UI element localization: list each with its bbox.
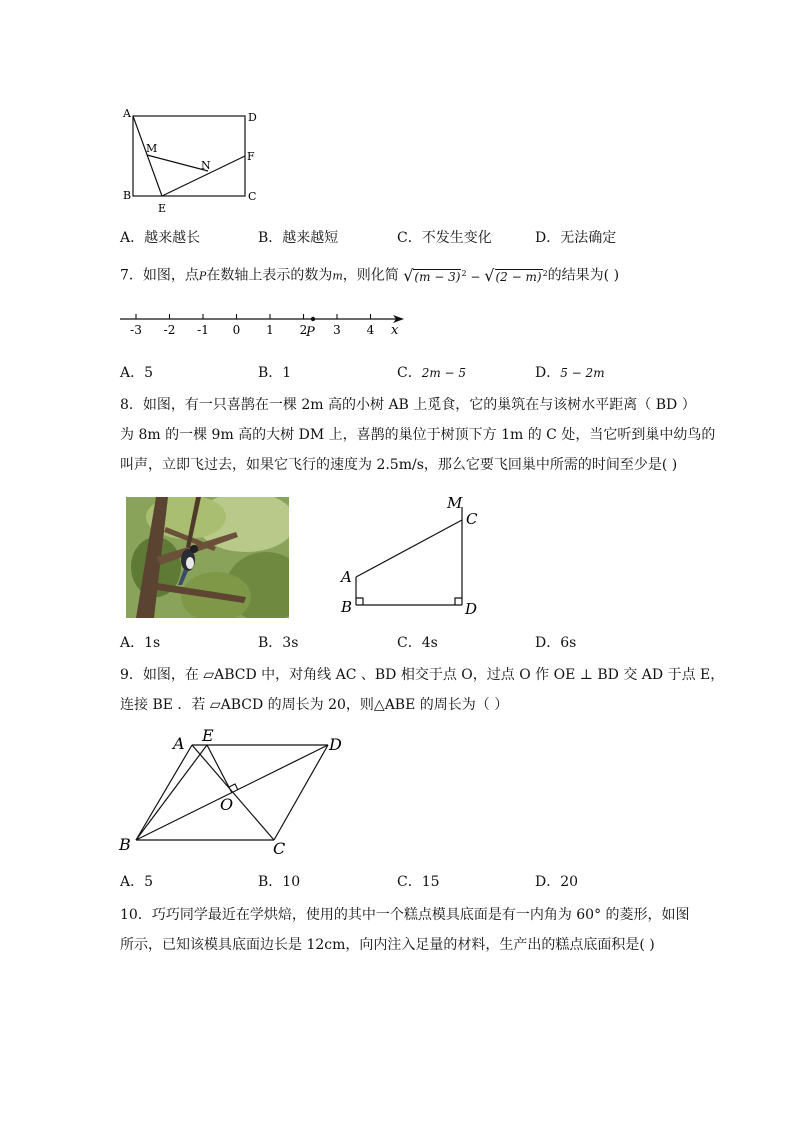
q8-stem-line1: 8．如图，有一只喜鹊在一棵 2m 高的小树 AB 上觅食，它的巢筑在与该树水平距离（ BD ） [120, 397, 696, 413]
point-p-label: P [306, 325, 315, 340]
label-c: C [248, 190, 257, 203]
q7-option-c-prefix: C． [397, 365, 422, 381]
segment-ac [356, 520, 462, 577]
q6-option-a: A．越来越长 [120, 230, 201, 246]
label-b: B [123, 189, 132, 202]
q9-option-b: B．10 [258, 874, 301, 890]
q7-var-p: P [198, 269, 207, 283]
tick-label: -1 [197, 323, 209, 337]
label-o: O [220, 795, 234, 814]
q7-option-b: B．1 [258, 365, 292, 381]
magpie-photo-illustration [126, 497, 289, 618]
q7-option-d [535, 364, 605, 382]
segment-dc [274, 745, 328, 840]
q7-stem [120, 264, 619, 287]
q7-text-part4: 的结果为( ) [547, 267, 620, 284]
tick-label: 1 [266, 323, 274, 337]
label-d: D [248, 111, 257, 124]
q7-expression: $√(m - 3)^2 - √(2 - m)^2$ [403, 266, 548, 285]
q8-figure [336, 490, 496, 620]
label-a: A [123, 107, 131, 120]
tick-label: 2 [299, 323, 308, 337]
segment-be [136, 745, 207, 840]
q6-option-d: D．无法确定 [535, 230, 617, 246]
axis-x-label: x [391, 323, 399, 338]
q9-option-d: D．20 [535, 874, 579, 890]
q10-stem-line1: 10．巧巧同学最近在学烘焙，使用的其中一个糕点模具底面是有一内角为 60° 的菱形，如图 [120, 907, 690, 923]
q8-option-a: A．1s [120, 635, 161, 651]
q8-stem-line2: 为 8m 的一棵 9m 高的大树 DM 上，喜鹊的巢位于树顶下方 1m 的 C 处，当它听到巢中幼鸟的 [120, 427, 716, 443]
q7-text-part1: 7．如图，点 [120, 267, 199, 284]
q9-figure [116, 722, 356, 862]
q6-option-b: B．越来越短 [258, 230, 339, 246]
q7-minus: − [470, 270, 481, 284]
label-d: D [465, 600, 478, 618]
segment-ae [133, 116, 162, 196]
point-p [311, 317, 315, 321]
tick-label: 0 [232, 323, 241, 337]
label-d: D [329, 735, 342, 754]
segment-eo [207, 745, 232, 793]
q8-option-d: D．6s [535, 635, 577, 651]
q7-option-c [397, 364, 466, 382]
q9-stem-line1: 9．如图，在 ▱ABCD 中，对角线 AC 、BD 相交于点 O，过点 O 作 OE ⊥ BD 交 AD 于点 E， [120, 667, 725, 683]
label-m: M [447, 494, 463, 512]
q7-option-d-prefix: D． [535, 365, 561, 381]
label-m: M [146, 142, 158, 155]
q7-option-c-expr: 2m − 5 [421, 366, 467, 380]
q7-expr2: (2 − m) [495, 270, 542, 284]
label-a: A [341, 568, 352, 586]
q8-option-c: C．4s [397, 635, 438, 651]
tick-label: -2 [163, 323, 176, 337]
q8-option-b: B．3s [258, 635, 299, 651]
segment-mn [147, 155, 208, 171]
label-b: B [341, 598, 353, 616]
magpie-photo [126, 497, 289, 618]
q7-expr1: (m − 3) [414, 270, 461, 284]
q7-option-a: A．5 [120, 365, 154, 381]
q9-stem-line2: 连接 BE ．若 ▱ABCD 的周长为 20，则△ABE 的周长为（ ） [120, 697, 509, 713]
label-n: N [201, 159, 211, 172]
q6-option-c: C．不发生变化 [397, 230, 492, 246]
q7-var-m: m [332, 269, 343, 283]
q7-text-part2: 在数轴上表示的数为 [206, 267, 333, 284]
q6-figure [118, 102, 268, 217]
label-c: C [466, 510, 478, 528]
q7-sup2: 2 [542, 269, 548, 278]
label-e: E [158, 202, 167, 215]
label-e: E [202, 726, 214, 745]
q9-option-a: A．5 [120, 874, 154, 890]
tick-label: -3 [130, 323, 142, 337]
label-b: B [119, 835, 131, 854]
q7-number-line [118, 302, 418, 342]
q7-text-part3: ，则化简 [342, 267, 399, 284]
label-f: F [247, 150, 255, 163]
label-c: C [273, 839, 286, 858]
right-angle-b [356, 598, 363, 605]
right-angle-d [455, 598, 462, 605]
q10-stem-line2: 所示，已知该模具底面边长是 12cm，向内注入足量的材料，生产出的糕点底面积是( ) [120, 937, 655, 953]
q8-stem-line3: 叫声，立即飞过去，如果它飞行的速度为 2.5m/s，那么它要飞回巢中所需的时间至少是( ) [120, 457, 678, 473]
tick-label: 3 [333, 323, 341, 337]
q7-option-d-expr: 5 − 2m [560, 366, 605, 380]
tick-label: 4 [366, 323, 375, 337]
q9-option-c: C．15 [397, 874, 440, 890]
label-a: A [173, 734, 185, 753]
q7-sup1: 2 [461, 269, 467, 278]
